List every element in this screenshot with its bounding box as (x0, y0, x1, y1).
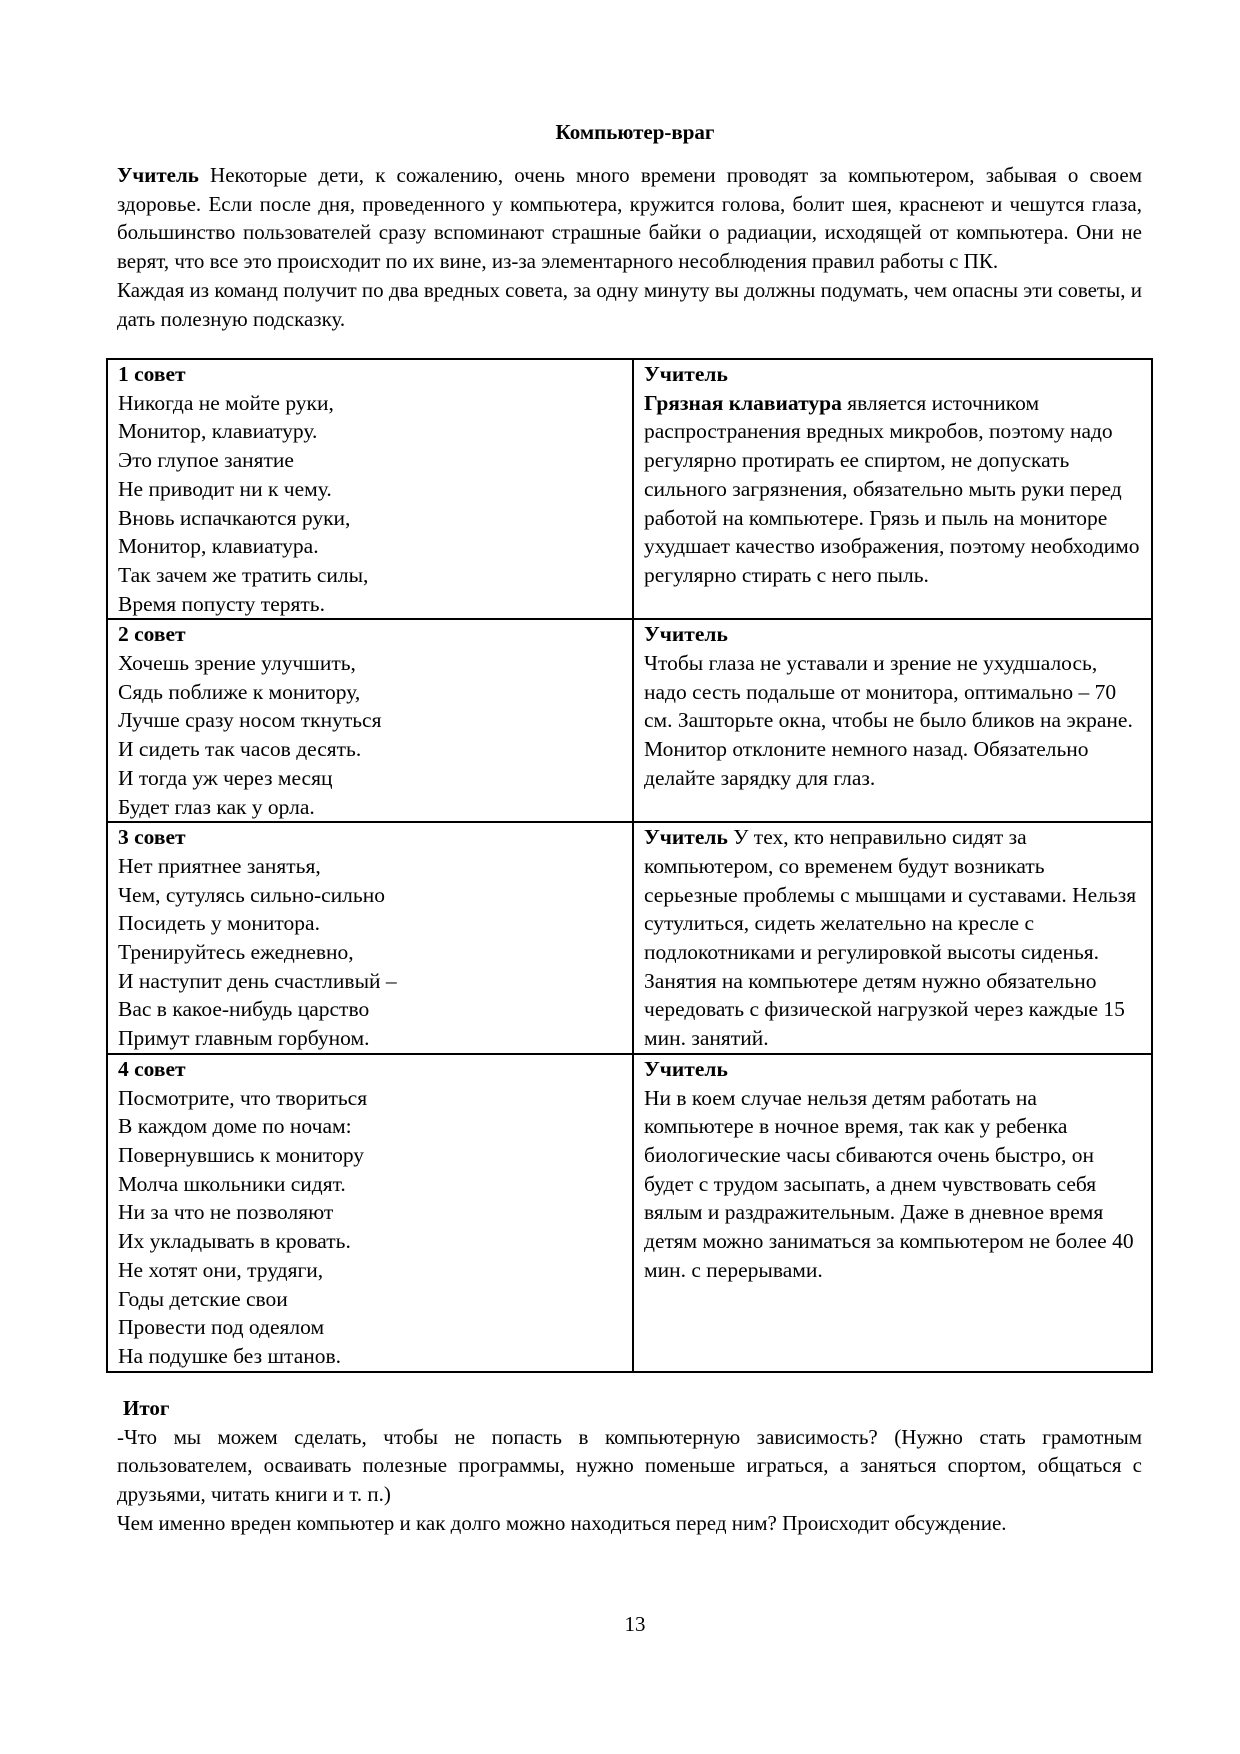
teacher-title: Учитель (644, 1056, 728, 1081)
advice-line: Тренируйтесь ежедневно, (118, 940, 354, 965)
summary-question-1: -Что мы можем сделать, чтобы не попасть в компьютерную зависимость? (Нужно стать грамотным пользователем, осваивать полезные программы, нужно поменьше играться, а заняться спортом, общаться с друзьями, читать книги и т. п.) (117, 1424, 1142, 1507)
advice-line: Их укладывать в кровать. (118, 1229, 351, 1254)
intro-text: Некоторые дети, к сожалению, очень много времени проводят за компьютером, забывая о своем здоровье. Если после дня, проведенного у компьютера, кружится голова, болит шея, краснеют и чешутся глаза, большинство пользователей сразу вспоминают страшные байки о радиации, исходящей от компьютера. Они не верят, что все это происходит по их вине, из-за элементарного несоблюдения правил работы с ПК. (117, 163, 1142, 274)
teacher-cell (633, 1054, 1152, 1372)
advice-title: 2 совет (118, 622, 186, 647)
teacher-advice-text: Ни в коем случае нельзя детям работать на компьютере в ночное время, так как у ребенка биологические часы сбиваются очень быстро, он будет с трудом засыпать, а днем чувствовать себя вялым и раздражительным. Даже в дневное время детям можно заниматься за компьютером не более 40 мин. с перерывами. (644, 1085, 1134, 1282)
intro-section (117, 161, 1142, 333)
advice-line: Лучше сразу носом ткнуться (118, 708, 382, 733)
teacher-title: Учитель (644, 622, 728, 647)
advice-line: И сидеть так часов десять. (118, 737, 362, 762)
advice-line: Это глупое занятие (118, 448, 294, 473)
teacher-title: Учитель (644, 362, 728, 386)
advice-line: Никогда не мойте руки, (118, 390, 334, 415)
summary-section (117, 1394, 1142, 1538)
teacher-advice-emphasis: Грязная клавиатура (644, 390, 842, 415)
advice-line: Будет глаз как у орла. (118, 794, 315, 819)
advice-table (106, 358, 1153, 1373)
intro-paragraph-2: Каждая из команд получит по два вредных совета, за одну минуту вы должны подумать, чем опасны эти советы, и дать полезную подсказку. (117, 277, 1142, 331)
teacher-advice (644, 651, 1133, 790)
teacher-cell (633, 619, 1152, 822)
advice-line: Нет приятнее занятья, (118, 853, 321, 878)
advice-cell (107, 359, 633, 619)
advice-line: Ни за что не позволяют (118, 1200, 334, 1225)
advice-line: На подушке без штанов. (118, 1343, 342, 1368)
advice-line: И наступит день счастливый – (118, 968, 397, 993)
page-number: 13 (624, 1612, 646, 1636)
summary-title: Итог (123, 1396, 170, 1420)
advice-cell (107, 1054, 633, 1372)
teacher-advice-text: Чтобы глаза не уставали и зрение не ухудшалось, надо сесть подальше от монитора, оптимально – 70 см. Зашторьте окна, чтобы не было бликов на экране. Монитор отклоните немного назад. Обязательно делайте зарядку для глаз. (644, 651, 1133, 790)
teacher-advice-text: У тех, кто неправильно сидят за компьютером, со временем будут возникать серьезные проблемы с мышцами и суставами. Нельзя сутулиться, сидеть желательно на кресле с подлокотниками и регулировкой высоты сиденья. Занятия на компьютере детям нужно обязательно чередовать с физической нагрузкой через каждые 15 мин. занятий. (644, 825, 1137, 1051)
advice-line: Не хотят они, трудяги, (118, 1257, 324, 1282)
advice-line: Посидеть у монитора. (118, 911, 320, 936)
advice-line: Провести под одеялом (118, 1315, 325, 1340)
intro-paragraph (117, 161, 1142, 276)
advice-line: Примут главным горбуном. (118, 1026, 370, 1051)
advice-table-body (107, 359, 1152, 1372)
teacher-advice (644, 1086, 1134, 1282)
advice-line: Монитор, клавиатура. (118, 534, 319, 559)
advice-line: Вас в какое-нибудь царство (118, 997, 370, 1022)
advice-row (107, 1054, 1152, 1372)
teacher-advice (644, 825, 1136, 1050)
advice-line: Годы детские свои (118, 1286, 288, 1311)
advice-title: 4 совет (118, 1056, 186, 1081)
intro-lead: Учитель (117, 163, 199, 187)
teacher-cell (633, 822, 1152, 1054)
advice-line: Так зачем же тратить силы, (118, 562, 369, 587)
advice-line: И тогда уж через месяц (118, 765, 333, 790)
advice-line: Сядь поближе к монитору, (118, 679, 361, 704)
advice-row (107, 359, 1152, 619)
advice-line: В каждом доме по ночам: (118, 1114, 352, 1139)
summary-question-2: Чем именно вреден компьютер и как долго можно находиться перед ним? Происходит обсуждение. (117, 1510, 1007, 1535)
teacher-advice (644, 391, 1140, 587)
advice-line: Молча школьники сидят. (118, 1171, 346, 1196)
advice-line: Вновь испачкаются руки, (118, 505, 351, 530)
teacher-advice-text: является источником распространения вредных микробов, поэтому надо регулярно протирать ее спиртом, не допускать сильного загрязнения, обязательно мыть руки перед работой на компьютере. Грязь и пыль на мониторе ухудшает качество изображения, поэтому необходимо регулярно стирать с него пыль. (644, 390, 1140, 587)
advice-line: Не приводит ни к чему. (118, 476, 332, 501)
advice-cell (107, 619, 633, 822)
teacher-cell (633, 359, 1152, 619)
advice-row (107, 619, 1152, 822)
page-title: Компьютер-враг (555, 120, 715, 144)
advice-row (107, 822, 1152, 1054)
advice-title: 3 совет (118, 825, 186, 850)
advice-title: 1 совет (118, 362, 186, 386)
advice-cell (107, 822, 633, 1054)
advice-line: Хочешь зрение улучшить, (118, 651, 356, 676)
advice-line: Время попусту терять. (118, 591, 325, 616)
advice-line: Чем, сутулясь сильно-сильно (118, 882, 385, 907)
teacher-title: Учитель (644, 825, 728, 850)
advice-line: Повернувшись к монитору (118, 1142, 365, 1167)
advice-line: Монитор, клавиатуру. (118, 419, 318, 444)
advice-line: Посмотрите, что твориться (118, 1085, 368, 1110)
